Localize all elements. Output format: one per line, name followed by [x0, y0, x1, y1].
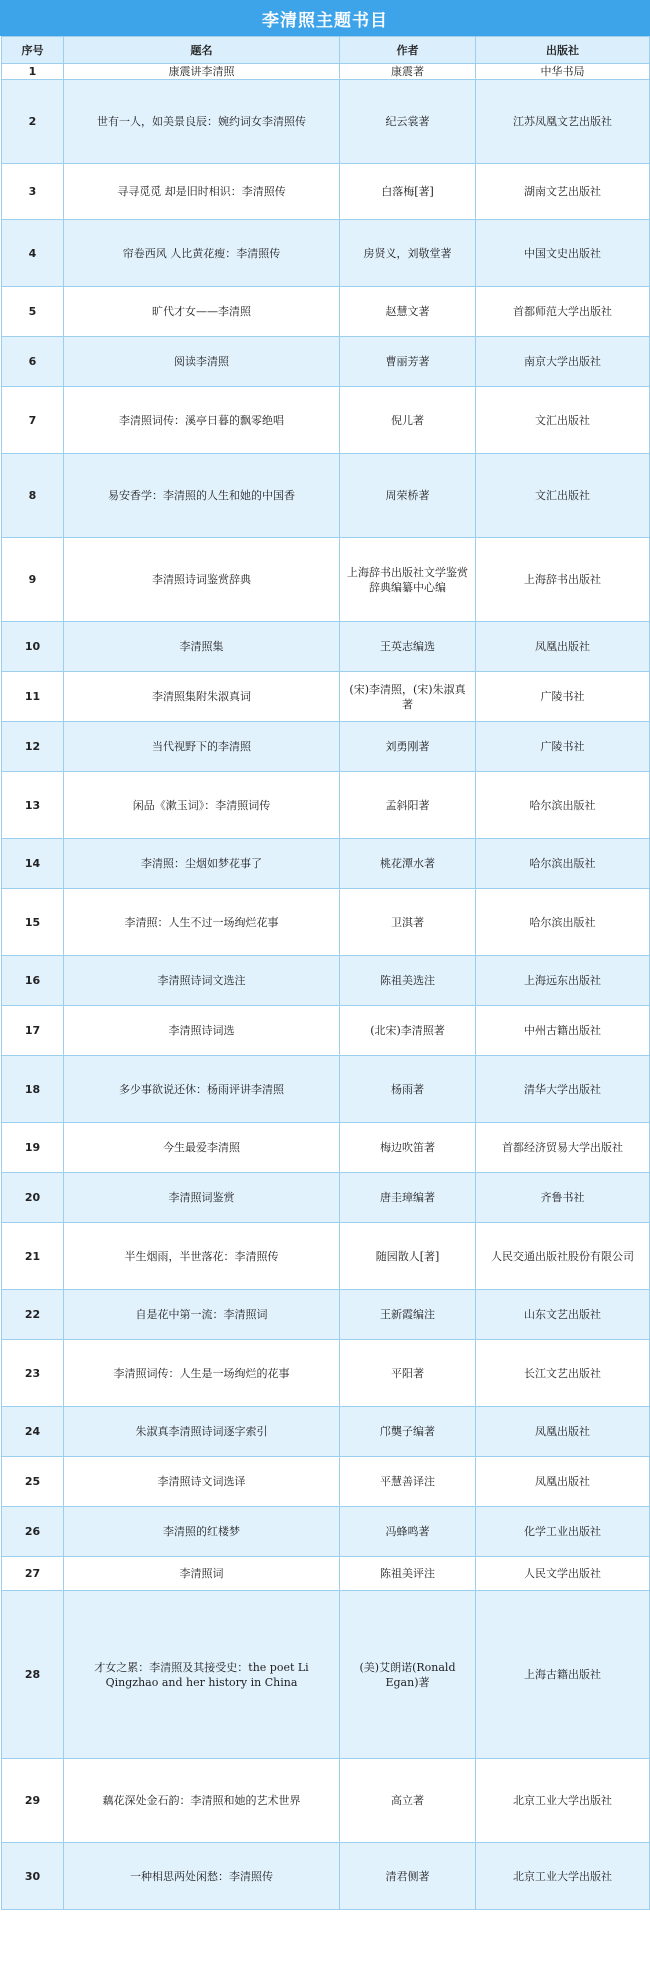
cell-publisher: 哈尔滨出版社: [476, 889, 650, 956]
cell-no: 23: [2, 1340, 64, 1407]
cell-publisher: 北京工业大学出版社: [476, 1759, 650, 1843]
cell-publisher: 哈尔滨出版社: [476, 839, 650, 889]
cell-title: 才女之累：李清照及其接受史：the poet Li Qingzhao and her history in China: [64, 1591, 340, 1759]
table-row: [2, 889, 650, 956]
cell-no: 21: [2, 1223, 64, 1290]
table-row: [2, 287, 650, 337]
table-row: [2, 1123, 650, 1173]
cell-title: 藕花深处金石韵：李清照和她的艺术世界: [64, 1759, 340, 1843]
cell-author: (美)艾朗诺(Ronald Egan)著: [340, 1591, 476, 1759]
cell-publisher: 首都师范大学出版社: [476, 287, 650, 337]
cell-author: 赵慧文著: [340, 287, 476, 337]
table-row: [2, 1173, 650, 1223]
cell-no: 10: [2, 622, 64, 672]
cell-author: 卫淇著: [340, 889, 476, 956]
cell-author: 王新霞编注: [340, 1290, 476, 1340]
cell-no: 28: [2, 1591, 64, 1759]
cell-author: 倪儿著: [340, 387, 476, 454]
cell-author: 梅边吹笛著: [340, 1123, 476, 1173]
cell-publisher: 南京大学出版社: [476, 337, 650, 387]
table-row: [2, 1340, 650, 1407]
cell-author: 刘勇刚著: [340, 722, 476, 772]
cell-publisher: 人民文学出版社: [476, 1557, 650, 1591]
table-row: [2, 1507, 650, 1557]
cell-author: 曹丽芳著: [340, 337, 476, 387]
cell-publisher: 上海远东出版社: [476, 956, 650, 1006]
cell-no: 3: [2, 164, 64, 220]
cell-author: 平阳著: [340, 1340, 476, 1407]
cell-title: 朱淑真李清照诗词逐字索引: [64, 1407, 340, 1457]
table-row: [2, 454, 650, 538]
cell-publisher: 广陵书社: [476, 672, 650, 722]
table-row: [2, 1056, 650, 1123]
table-row: [2, 1223, 650, 1290]
table-row: [2, 839, 650, 889]
cell-title: 李清照：尘烟如梦花事了: [64, 839, 340, 889]
cell-author: 冯蜂鸣著: [340, 1507, 476, 1557]
cell-no: 22: [2, 1290, 64, 1340]
cell-title: 当代视野下的李清照: [64, 722, 340, 772]
table-row: [2, 1557, 650, 1591]
cell-author: 平慧善译注: [340, 1457, 476, 1507]
cell-publisher: 上海辞书出版社: [476, 538, 650, 622]
cell-publisher: 凤凰出版社: [476, 1407, 650, 1457]
cell-author: 房贤义，刘敬堂著: [340, 220, 476, 287]
table-row: [2, 672, 650, 722]
cell-no: 5: [2, 287, 64, 337]
cell-title: 李清照：人生不过一场绚烂花事: [64, 889, 340, 956]
cell-title: 易安香学：李清照的人生和她的中国香: [64, 454, 340, 538]
cell-title: 多少事欲说还休：杨雨评讲李清照: [64, 1056, 340, 1123]
cell-publisher: 哈尔滨出版社: [476, 772, 650, 839]
cell-title: 旷代才女——李清照: [64, 287, 340, 337]
cell-author: 桃花潭水著: [340, 839, 476, 889]
cell-no: 25: [2, 1457, 64, 1507]
cell-title: 李清照集附朱淑真词: [64, 672, 340, 722]
cell-no: 6: [2, 337, 64, 387]
cell-title: 李清照词传：人生是一场绚烂的花事: [64, 1340, 340, 1407]
cell-no: 16: [2, 956, 64, 1006]
column-header-title: 题名: [64, 37, 340, 64]
cell-author: 王英志编选: [340, 622, 476, 672]
table-row: [2, 772, 650, 839]
table-row: [2, 1843, 650, 1910]
table-row: [2, 64, 650, 80]
cell-no: 26: [2, 1507, 64, 1557]
table-row: [2, 1407, 650, 1457]
page-title: 李清照主题书目: [0, 0, 650, 36]
cell-no: 9: [2, 538, 64, 622]
cell-author: 杨雨著: [340, 1056, 476, 1123]
table-row: [2, 337, 650, 387]
cell-title: 李清照诗词文选注: [64, 956, 340, 1006]
cell-title: 李清照词鉴赏: [64, 1173, 340, 1223]
table-row: [2, 1591, 650, 1759]
cell-title: 闲品《漱玉词》：李清照词传: [64, 772, 340, 839]
cell-publisher: 北京工业大学出版社: [476, 1843, 650, 1910]
cell-publisher: 首都经济贸易大学出版社: [476, 1123, 650, 1173]
cell-publisher: 长江文艺出版社: [476, 1340, 650, 1407]
cell-publisher: 凤凰出版社: [476, 622, 650, 672]
cell-publisher: 广陵书社: [476, 722, 650, 772]
cell-no: 20: [2, 1173, 64, 1223]
cell-author: 高立著: [340, 1759, 476, 1843]
table-row: [2, 722, 650, 772]
cell-publisher: 化学工业出版社: [476, 1507, 650, 1557]
cell-title: 半生烟雨，半世落花：李清照传: [64, 1223, 340, 1290]
cell-title: 帘卷西风 人比黄花瘦：李清照传: [64, 220, 340, 287]
cell-title: 李清照诗词鉴赏辞典: [64, 538, 340, 622]
cell-author: 康震著: [340, 64, 476, 80]
cell-publisher: 中华书局: [476, 64, 650, 80]
table-row: [2, 1457, 650, 1507]
column-header-no: 序号: [2, 37, 64, 64]
cell-no: 4: [2, 220, 64, 287]
cell-no: 29: [2, 1759, 64, 1843]
cell-no: 18: [2, 1056, 64, 1123]
cell-publisher: 江苏凤凰文艺出版社: [476, 80, 650, 164]
cell-publisher: 山东文艺出版社: [476, 1290, 650, 1340]
table-row: [2, 622, 650, 672]
column-header-publisher: 出版社: [476, 37, 650, 64]
cell-publisher: 文汇出版社: [476, 387, 650, 454]
cell-publisher: 上海古籍出版社: [476, 1591, 650, 1759]
cell-no: 17: [2, 1006, 64, 1056]
cell-publisher: 中国文史出版社: [476, 220, 650, 287]
cell-no: 27: [2, 1557, 64, 1591]
table-row: [2, 956, 650, 1006]
cell-publisher: 人民交通出版社股份有限公司: [476, 1223, 650, 1290]
cell-title: 李清照词: [64, 1557, 340, 1591]
cell-no: 2: [2, 80, 64, 164]
cell-title: 一种相思两处闲愁：李清照传: [64, 1843, 340, 1910]
cell-no: 11: [2, 672, 64, 722]
cell-title: 李清照诗文词选译: [64, 1457, 340, 1507]
cell-no: 13: [2, 772, 64, 839]
cell-title: 李清照的红楼梦: [64, 1507, 340, 1557]
table-row: [2, 1006, 650, 1056]
cell-author: 邝龑子编著: [340, 1407, 476, 1457]
cell-publisher: 文汇出版社: [476, 454, 650, 538]
table-row: [2, 1290, 650, 1340]
cell-author: (北宋)李清照著: [340, 1006, 476, 1056]
cell-publisher: 湖南文艺出版社: [476, 164, 650, 220]
cell-author: 唐圭璋编著: [340, 1173, 476, 1223]
table-row: [2, 1759, 650, 1843]
cell-title: 李清照集: [64, 622, 340, 672]
cell-publisher: 齐鲁书社: [476, 1173, 650, 1223]
cell-publisher: 凤凰出版社: [476, 1457, 650, 1507]
cell-author: 周荣桥著: [340, 454, 476, 538]
cell-publisher: 中州古籍出版社: [476, 1006, 650, 1056]
cell-no: 7: [2, 387, 64, 454]
cell-title: 今生最爱李清照: [64, 1123, 340, 1173]
cell-title: 世有一人，如美景良辰：婉约词女李清照传: [64, 80, 340, 164]
cell-author: 纪云裳著: [340, 80, 476, 164]
cell-title: 阅读李清照: [64, 337, 340, 387]
table-row: [2, 80, 650, 164]
cell-no: 19: [2, 1123, 64, 1173]
cell-publisher: 清华大学出版社: [476, 1056, 650, 1123]
cell-no: 15: [2, 889, 64, 956]
cell-author: 孟斜阳著: [340, 772, 476, 839]
cell-author: 清君侧著: [340, 1843, 476, 1910]
cell-title: 李清照词传：溪亭日暮的飘零绝唱: [64, 387, 340, 454]
book-table: [1, 36, 650, 1910]
table-row: [2, 538, 650, 622]
table-header-row: [2, 37, 650, 64]
cell-no: 8: [2, 454, 64, 538]
cell-no: 24: [2, 1407, 64, 1457]
cell-author: 上海辞书出版社文学鉴赏辞典编纂中心编: [340, 538, 476, 622]
cell-title: 自是花中第一流：李清照词: [64, 1290, 340, 1340]
table-row: [2, 220, 650, 287]
cell-author: (宋)李清照，(宋)朱淑真著: [340, 672, 476, 722]
cell-no: 30: [2, 1843, 64, 1910]
cell-title: 李清照诗词选: [64, 1006, 340, 1056]
cell-no: 14: [2, 839, 64, 889]
cell-author: 陈祖美评注: [340, 1557, 476, 1591]
cell-author: 白落梅[著]: [340, 164, 476, 220]
cell-no: 1: [2, 64, 64, 80]
cell-title: 寻寻觅觅 却是旧时相识：李清照传: [64, 164, 340, 220]
cell-title: 康震讲李清照: [64, 64, 340, 80]
cell-author: 随园散人[著]: [340, 1223, 476, 1290]
column-header-author: 作者: [340, 37, 476, 64]
table-row: [2, 387, 650, 454]
cell-author: 陈祖美选注: [340, 956, 476, 1006]
cell-no: 12: [2, 722, 64, 772]
table-row: [2, 164, 650, 220]
